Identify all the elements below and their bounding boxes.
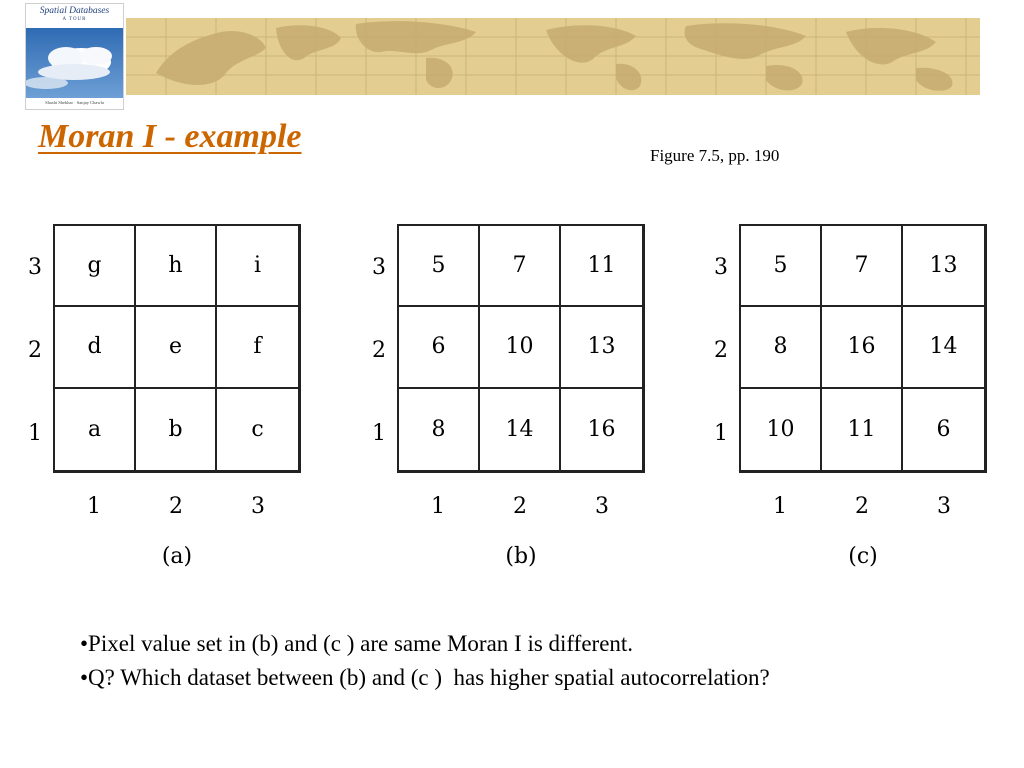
grid-table bbox=[53, 224, 301, 473]
grid-cell: b bbox=[136, 389, 217, 470]
bullet-item: •Pixel value set in (b) and (c ) are same Moran I is different. bbox=[80, 631, 634, 656]
y-axis-label: 2 bbox=[714, 338, 728, 363]
grid-cell: c bbox=[251, 416, 264, 442]
grid-cell: 10 bbox=[741, 389, 822, 470]
y-axis-label: 1 bbox=[714, 421, 728, 446]
grid-cell: 16 bbox=[587, 416, 616, 442]
grid-cell: 5 bbox=[741, 226, 822, 307]
x-axis-label: 1 bbox=[87, 494, 101, 519]
grid-cell: 8 bbox=[741, 307, 822, 388]
grid-cell: 11 bbox=[822, 389, 903, 470]
slide-title: Moran I - example bbox=[38, 118, 302, 155]
x-axis-label: 1 bbox=[431, 494, 445, 519]
figure-reference: Figure 7.5, pp. 190 bbox=[650, 146, 780, 165]
panel-caption: (c) bbox=[848, 544, 878, 569]
y-axis-label: 2 bbox=[372, 338, 386, 363]
x-axis-label: 2 bbox=[169, 494, 183, 519]
bullet-list bbox=[80, 627, 770, 695]
grid-cell: 14 bbox=[480, 389, 561, 470]
grid-cell: 8 bbox=[399, 389, 480, 470]
x-axis-label: 2 bbox=[855, 494, 869, 519]
grid-cell: 11 bbox=[561, 226, 642, 307]
grid-cell: f bbox=[217, 307, 298, 388]
y-axis-label: 1 bbox=[28, 421, 42, 446]
book-cover-logo bbox=[25, 3, 124, 110]
grid-table bbox=[397, 224, 645, 473]
grid-cell: a bbox=[55, 389, 136, 470]
grid-cell: 13 bbox=[903, 226, 984, 307]
y-axis-label: 3 bbox=[714, 255, 728, 280]
x-axis-label: 3 bbox=[595, 494, 609, 519]
grid-cell: i bbox=[217, 226, 298, 307]
grid-cell: 16 bbox=[822, 307, 903, 388]
book-authors: Shashi Shekhar · Sanjay Chawla bbox=[45, 100, 104, 105]
grid-cell: 7 bbox=[822, 226, 903, 307]
x-axis-label: 3 bbox=[937, 494, 951, 519]
grid-cell: 5 bbox=[399, 226, 480, 307]
x-axis-label: 3 bbox=[251, 494, 265, 519]
y-axis-label: 3 bbox=[28, 255, 42, 280]
sky-clouds-image bbox=[26, 28, 123, 98]
grid-table bbox=[739, 224, 987, 473]
y-axis-label: 1 bbox=[372, 421, 386, 446]
grid-cell: 7 bbox=[480, 226, 561, 307]
y-axis-label: 3 bbox=[372, 255, 386, 280]
x-axis-label: 2 bbox=[513, 494, 527, 519]
grid-cell: 6 bbox=[399, 307, 480, 388]
grid-cell: g bbox=[55, 226, 136, 307]
bullet-item: •Q? Which dataset between (b) and (c ) has higher spatial autocorrelation? bbox=[80, 665, 770, 690]
grid-cell: 13 bbox=[561, 307, 642, 388]
panel-caption: (b) bbox=[505, 544, 537, 569]
grid-cell: 6 bbox=[936, 416, 951, 442]
x-axis-label: 1 bbox=[773, 494, 787, 519]
grid-cell: e bbox=[136, 307, 217, 388]
grid-cell: d bbox=[55, 307, 136, 388]
book-subtitle: A TOUR bbox=[62, 17, 87, 22]
grid-cell: 10 bbox=[480, 307, 561, 388]
book-title: Spatial Databases bbox=[39, 6, 110, 16]
world-map-banner bbox=[126, 18, 980, 95]
grid-cell: h bbox=[136, 226, 217, 307]
panel-caption: (a) bbox=[161, 544, 193, 569]
grid-cell: 14 bbox=[903, 307, 984, 388]
y-axis-label: 2 bbox=[28, 338, 42, 363]
